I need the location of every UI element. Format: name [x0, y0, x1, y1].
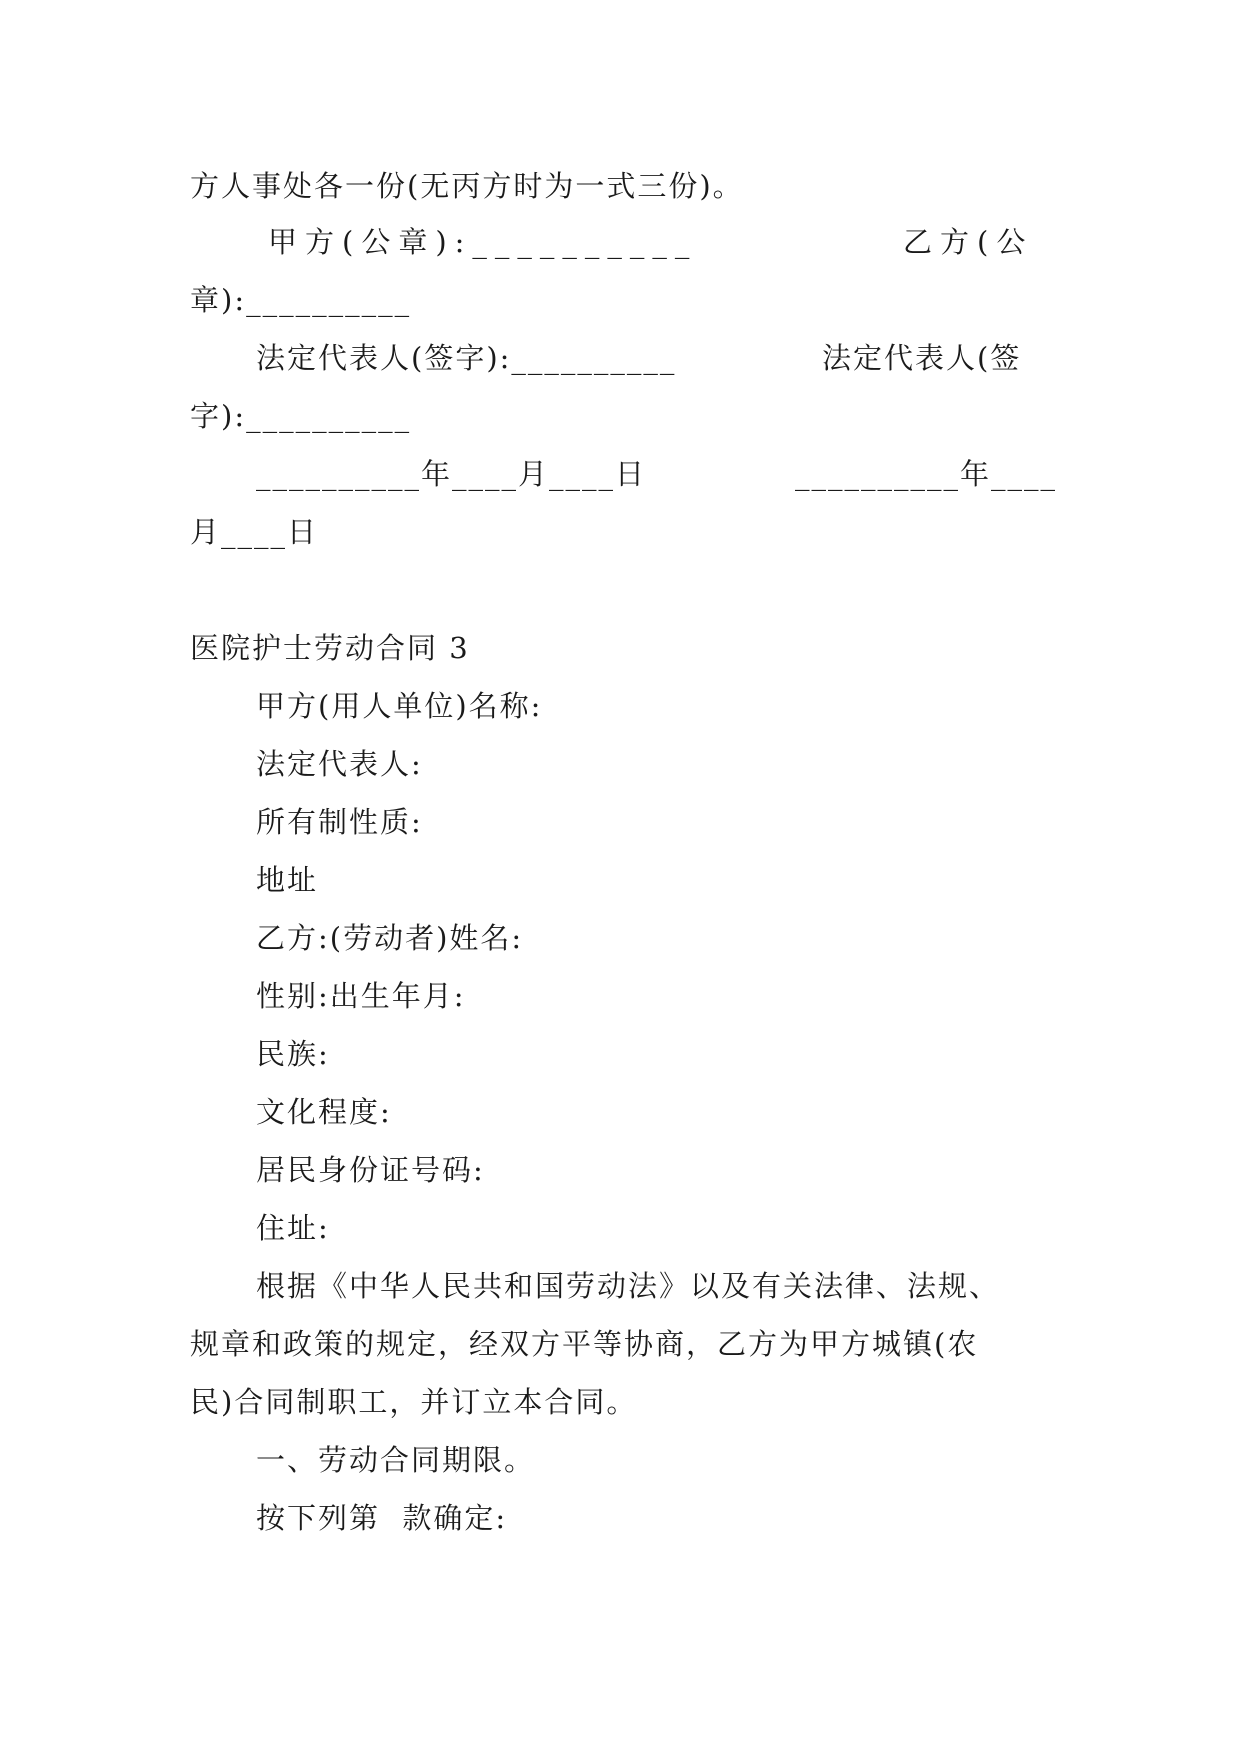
- field-address: 地址: [256, 863, 319, 897]
- preamble-line-1: 根据《中华人民共和国劳动法》以及有关法律、法规、: [256, 1269, 1001, 1303]
- party-a-representative: 法定代表人(签字):__________: [256, 341, 677, 375]
- field-education: 文化程度:: [256, 1095, 392, 1129]
- party-b-seal: 乙方(公: [903, 225, 1034, 259]
- field-residence: 住址:: [256, 1211, 330, 1245]
- party-b-date-cont: 月____日: [190, 515, 319, 549]
- preamble-line-2: 规章和政策的规定，经双方平等协商，乙方为甲方城镇(农: [190, 1327, 979, 1361]
- field-legal-representative: 法定代表人:: [256, 747, 423, 781]
- continuation-line: 方人事处各一份(无丙方时为一式三份)。: [190, 169, 744, 203]
- field-employee-name: 乙方:(劳动者)姓名:: [256, 921, 524, 955]
- party-b-representative: 法定代表人(签: [822, 341, 1022, 375]
- party-b-date: __________年____: [795, 457, 1058, 491]
- preamble-line-3: 民)合同制职工，并订立本合同。: [190, 1385, 638, 1419]
- section-1-heading: 一、劳动合同期限。: [256, 1443, 536, 1477]
- field-id-number: 居民身份证号码:: [256, 1153, 485, 1187]
- field-ownership: 所有制性质:: [256, 805, 423, 839]
- party-b-seal-cont: 章):__________: [190, 283, 412, 317]
- field-ethnicity: 民族:: [256, 1037, 330, 1071]
- field-gender-birth: 性别:出生年月:: [256, 979, 466, 1013]
- section-1-text: 按下列第 款确定:: [256, 1501, 508, 1535]
- party-a-seal: 甲方(公章):__________: [268, 225, 698, 259]
- party-b-representative-cont: 字):__________: [190, 399, 412, 433]
- field-employer-name: 甲方(用人单位)名称:: [256, 689, 543, 723]
- party-a-date: __________年____月____日: [256, 457, 647, 491]
- contract-title: 医院护士劳动合同 3: [190, 631, 470, 665]
